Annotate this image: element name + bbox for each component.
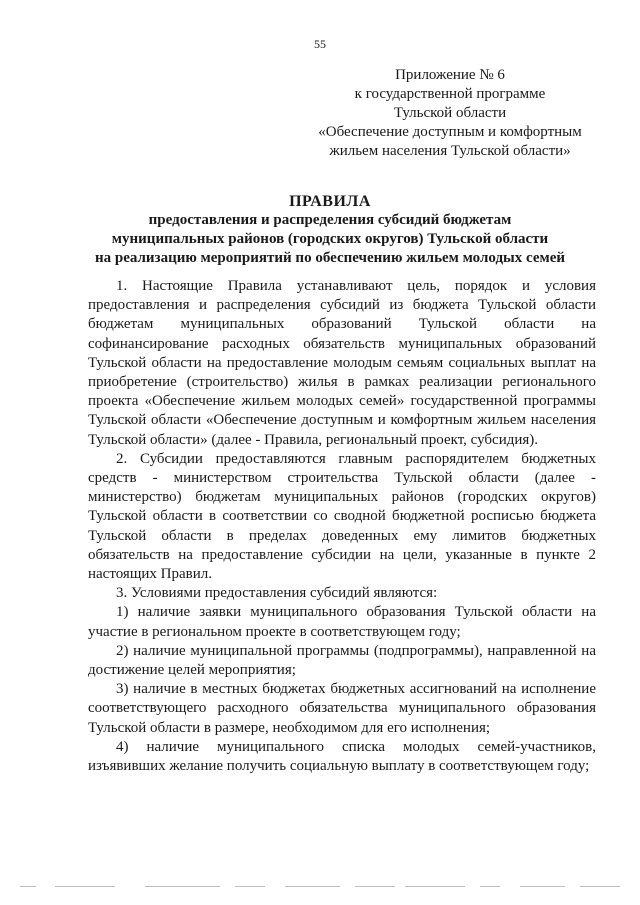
paragraph: 3) наличие в местных бюджетах бюджетных ассигнований на исполнение соответствующего расходного обязательства муниципального образования Тульской области в размере, необходимом для его исполнения; bbox=[88, 681, 596, 736]
title-main: ПРАВИЛА bbox=[289, 193, 371, 210]
appendix-line: Тульской области bbox=[393, 105, 507, 121]
appendix-line: жильем населения Тульской области» bbox=[329, 143, 571, 159]
paragraph: 3. Условиями предоставления субсидий являются: bbox=[116, 585, 438, 602]
paragraph: 1. Настоящие Правила устанавливают цель, порядок и условия предоставления и распределения субсидий из бюджета Тульской области бюджетам муниципальных образований Тульской области на софинансирование расходных обязательств муниципальных образований Тульской области на предоставление молодым семьям социальных выплат на приобретение (строительство) жилья в рамках реализации регионального проекта «Обеспечение жильем молодых семей» государственной программы Тульской области «Обеспечение доступным и комфортным жильем населения Тульской области» (далее - Правила, региональный проект, субсидия). bbox=[88, 278, 596, 448]
scan-artifact-line bbox=[0, 886, 640, 890]
paragraph: 2) наличие муниципальной программы (подпрограммы), направленной на достижение целей мероприятия; bbox=[88, 642, 596, 679]
appendix-line: к государственной программе bbox=[354, 86, 546, 102]
paragraph: 2. Субсидии предоставляются главным распорядителем бюджетных средств - министерством строительства Тульской области (далее - министерство) бюджетам муниципальных районов (городских округов) Тульской области в соответствии со сводной бюджетной росписью бюджета Тульской области в пределах доведенных ему лимитов бюджетных обязательств на предоставление субсидии на цели, указанные в пункте 2 настоящих Правил. bbox=[88, 450, 596, 583]
title-subtitle-line: муниципальных районов (городских округов) Тульской области bbox=[111, 231, 549, 247]
appendix-header bbox=[300, 66, 600, 161]
paragraph: 1) наличие заявки муниципального образования Тульской области на участие в региональном проекте в соответствующем году; bbox=[88, 604, 596, 640]
title-subtitle-line: на реализацию мероприятий по обеспечению жильем молодых семей bbox=[94, 250, 566, 266]
document-body bbox=[88, 277, 596, 776]
paragraph: 4) наличие муниципального списка молодых семей-участников, изъявивших желание получить социальную выплату в соответствующем году; bbox=[88, 738, 596, 775]
appendix-line: Приложение № 6 bbox=[395, 67, 505, 83]
appendix-line: «Обеспечение доступным и комфортным bbox=[318, 124, 582, 140]
title-subtitle-line: предоставления и распределения субсидий бюджетам bbox=[148, 212, 512, 228]
page-number: 55 bbox=[314, 37, 326, 51]
document-title bbox=[90, 192, 570, 268]
